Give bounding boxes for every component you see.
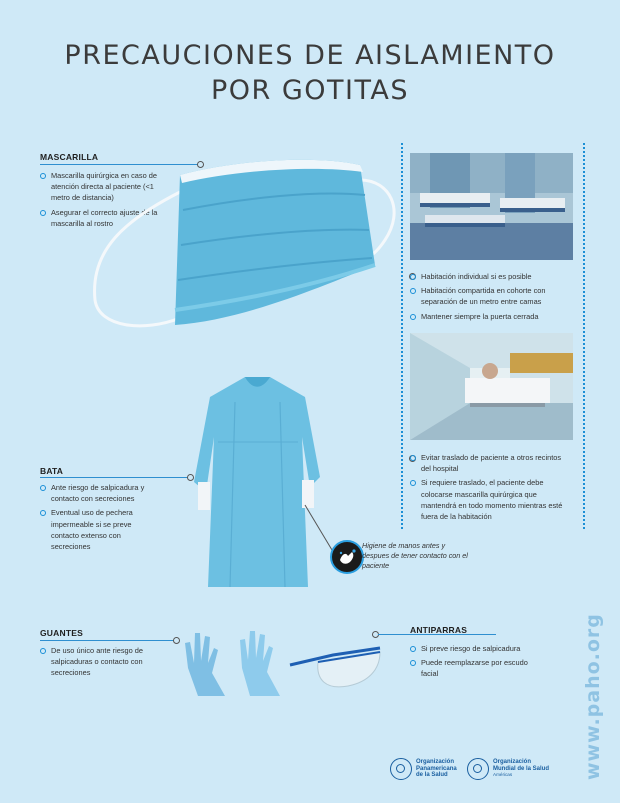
list-item: Evitar traslado de paciente a otros recintos del hospital xyxy=(410,452,572,474)
paho-watermark: www.paho.org xyxy=(582,613,604,780)
bata-rule xyxy=(40,477,188,478)
surgical-mask-image xyxy=(85,150,405,340)
guantes-heading: GUANTES xyxy=(40,628,83,638)
list-item: Asegurar el correcto ajuste de la mascarilla al rostro xyxy=(40,207,165,229)
antiparras-list xyxy=(410,643,535,683)
antiparras-heading: ANTIPARRAS xyxy=(410,625,468,635)
mascarilla-heading: MASCARILLA xyxy=(40,152,99,162)
hospital-room-photo xyxy=(410,153,573,260)
hospital-corridor-photo xyxy=(410,333,573,440)
list-item: Eventual uso de pechera impermeable si se preve contacto extenso con secreciones xyxy=(40,507,158,552)
ops-logo: Organización Panamericana de la Salud xyxy=(390,756,457,782)
list-item: Habitación individual si es posible xyxy=(410,271,572,282)
list-item: Ante riesgo de salpicadura y contacto con secreciones xyxy=(40,482,158,504)
gown-image xyxy=(190,372,325,597)
guantes-rule xyxy=(40,640,174,641)
goggles-image xyxy=(288,640,388,695)
page-title xyxy=(0,38,620,108)
list-item: Habitación compartida en cohorte con separación de un metro entre camas xyxy=(410,285,572,307)
ops-seal-icon xyxy=(390,758,412,780)
list-item: Mascarilla quirúrgica en caso de atención directa al paciente (<1 metro de distancia) xyxy=(40,170,165,204)
oms-seal-icon xyxy=(467,758,489,780)
guantes-connector-dot xyxy=(173,637,180,644)
title-line-2: POR GOTITAS xyxy=(210,75,409,106)
bata-list xyxy=(40,482,158,555)
list-item: Si preve riesgo de salpicadura xyxy=(410,643,535,654)
list-item: Mantener siempre la puerta cerrada xyxy=(410,311,572,322)
title-line-1: PRECAUCIONES DE AISLAMIENTO xyxy=(64,40,556,71)
traslado-list xyxy=(410,452,572,525)
hand-hygiene-icon xyxy=(330,540,364,574)
list-item: Si requiere traslado, el paciente debe colocarse mascarilla quirúrgica que mantendrá en todo momento mientras esté fuera de la habitación xyxy=(410,477,572,522)
list-item: Puede reemplazarse por escudo facial xyxy=(410,657,535,679)
list-item: De uso único ante riesgo de salpicaduras o contacto con secreciones xyxy=(40,645,165,679)
guantes-list xyxy=(40,645,165,682)
bata-heading: BATA xyxy=(40,466,64,476)
oms-logo: Organización Mundial de la Salud Américas xyxy=(467,756,549,782)
habitacion-list xyxy=(410,271,572,325)
gloves-image xyxy=(180,628,290,698)
hand-hygiene-text: Higiene de manos antes y despues de tener contacto con el paciente xyxy=(362,541,468,570)
